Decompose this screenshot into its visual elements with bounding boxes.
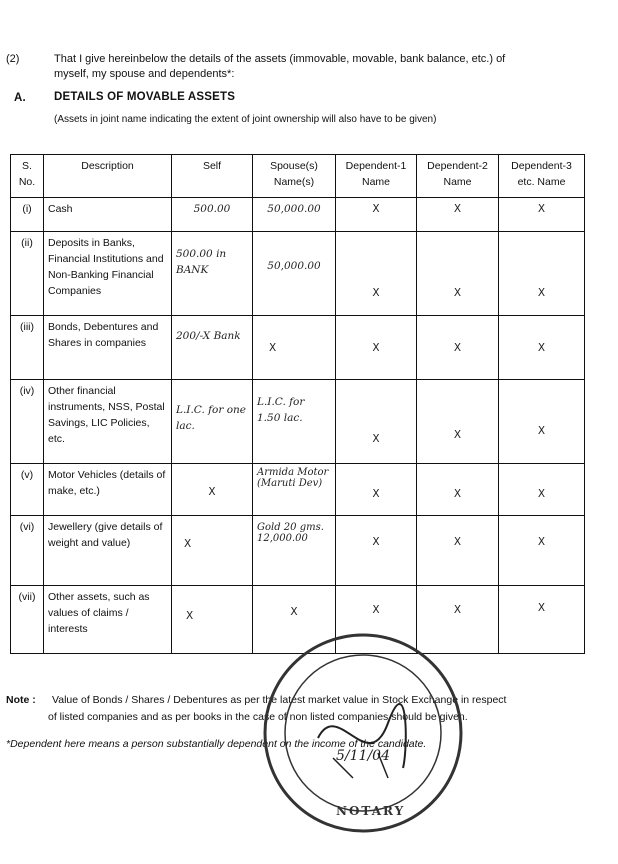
row-description: Bonds, Debentures and Shares in companies [44, 316, 172, 380]
row-dependent-1-value: X [336, 232, 417, 316]
row-dependent-2-value: X [417, 232, 499, 316]
stamp-date: 5/11/04 [336, 748, 390, 764]
row-dependent-2-value: X [417, 516, 499, 586]
footnote: *Dependent here means a person substantially dependent on the income of the candidate. [6, 738, 427, 750]
row-dependent-3-value: X [499, 586, 585, 654]
stamp-label: NOTARY [336, 804, 406, 818]
row-description: Cash [44, 198, 172, 232]
row-dependent-3-value: X [499, 198, 585, 232]
row-dependent-3-value: X [499, 232, 585, 316]
row-sno: (vii) [11, 586, 44, 654]
row-dependent-3-value: X [499, 316, 585, 380]
header-dependent-1: Dependent-1 Name [336, 155, 417, 198]
header-spouse: Spouse(s) Name(s) [253, 155, 336, 198]
section-letter: A. [14, 92, 26, 104]
row-self-value: L.I.C. for one lac. [172, 380, 253, 464]
row-self-value: 500.00 [172, 198, 253, 232]
header-description: Description [44, 155, 172, 198]
row-self-value: 500.00 in BANK [172, 232, 253, 316]
note-line-1: Value of Bonds / Shares / Debentures as per the latest market value in Stock Exchange in respect [52, 694, 507, 706]
intro-number: (2) [6, 53, 20, 65]
row-dependent-1-value: X [336, 586, 417, 654]
row-description: Other financial instruments, NSS, Postal Savings, LIC Policies, etc. [44, 380, 172, 464]
notary-stamp [258, 628, 468, 838]
row-dependent-1-value: X [336, 198, 417, 232]
row-dependent-2-value: X [417, 198, 499, 232]
intro-line-2: myself, my spouse and dependents*: [54, 68, 235, 80]
row-sno: (ii) [11, 232, 44, 316]
table-row [11, 516, 585, 586]
row-description: Deposits in Banks, Financial Institutions and Non-Banking Financial Companies [44, 232, 172, 316]
row-description: Motor Vehicles (details of make, etc.) [44, 464, 172, 516]
intro-line-1: That I give hereinbelow the details of the assets (immovable, movable, bank balance, etc.) of [54, 53, 506, 65]
row-dependent-2-value: X [417, 380, 499, 464]
row-sno: (i) [11, 198, 44, 232]
row-spouse-value: L.I.C. for 1.50 lac. [253, 380, 336, 464]
row-self-value: 200/-X Bank [172, 316, 253, 380]
row-sno: (v) [11, 464, 44, 516]
header-dependent-3: Dependent-3 etc. Name [499, 155, 585, 198]
row-spouse-value: X [253, 316, 336, 380]
row-self-value: X [172, 586, 253, 654]
row-dependent-1-value: X [336, 380, 417, 464]
row-dependent-2-value: X [417, 464, 499, 516]
table-row [11, 232, 585, 316]
table-row [11, 380, 585, 464]
header-sno: S. No. [11, 155, 44, 198]
header-self: Self [172, 155, 253, 198]
note-label: Note : [6, 694, 36, 706]
row-dependent-1-value: X [336, 516, 417, 586]
row-description: Jewellery (give details of weight and value) [44, 516, 172, 586]
row-sno: (iv) [11, 380, 44, 464]
section-title: DETAILS OF MOVABLE ASSETS [54, 91, 236, 103]
row-spouse-value: 50,000.00 [253, 232, 336, 316]
row-spouse-value: 50,000.00 [253, 198, 336, 232]
row-spouse-value: Armida Motor (Maruti Dev) [253, 464, 336, 516]
note-line-2: of listed companies and as per books in the case of non listed companies should be given. [48, 711, 468, 723]
row-spouse-value: Gold 20 gms. 12,000.00 [253, 516, 336, 586]
row-dependent-3-value: X [499, 380, 585, 464]
row-dependent-1-value: X [336, 316, 417, 380]
table-row [11, 198, 585, 232]
row-dependent-3-value: X [499, 516, 585, 586]
row-self-value: X [172, 464, 253, 516]
table-header-row [11, 155, 585, 198]
row-spouse-value: X [253, 586, 336, 654]
table-row [11, 316, 585, 380]
table-row [11, 464, 585, 516]
row-dependent-1-value: X [336, 464, 417, 516]
row-sno: (iii) [11, 316, 44, 380]
row-sno: (vi) [11, 516, 44, 586]
row-dependent-2-value: X [417, 586, 499, 654]
row-dependent-2-value: X [417, 316, 499, 380]
row-self-value: X [172, 516, 253, 586]
header-dependent-2: Dependent-2 Name [417, 155, 499, 198]
section-subtitle: (Assets in joint name indicating the extent of joint ownership will also have to be given) [54, 114, 437, 125]
row-dependent-3-value: X [499, 464, 585, 516]
row-description: Other assets, such as values of claims / interests [44, 586, 172, 654]
movable-assets-table [10, 154, 585, 654]
